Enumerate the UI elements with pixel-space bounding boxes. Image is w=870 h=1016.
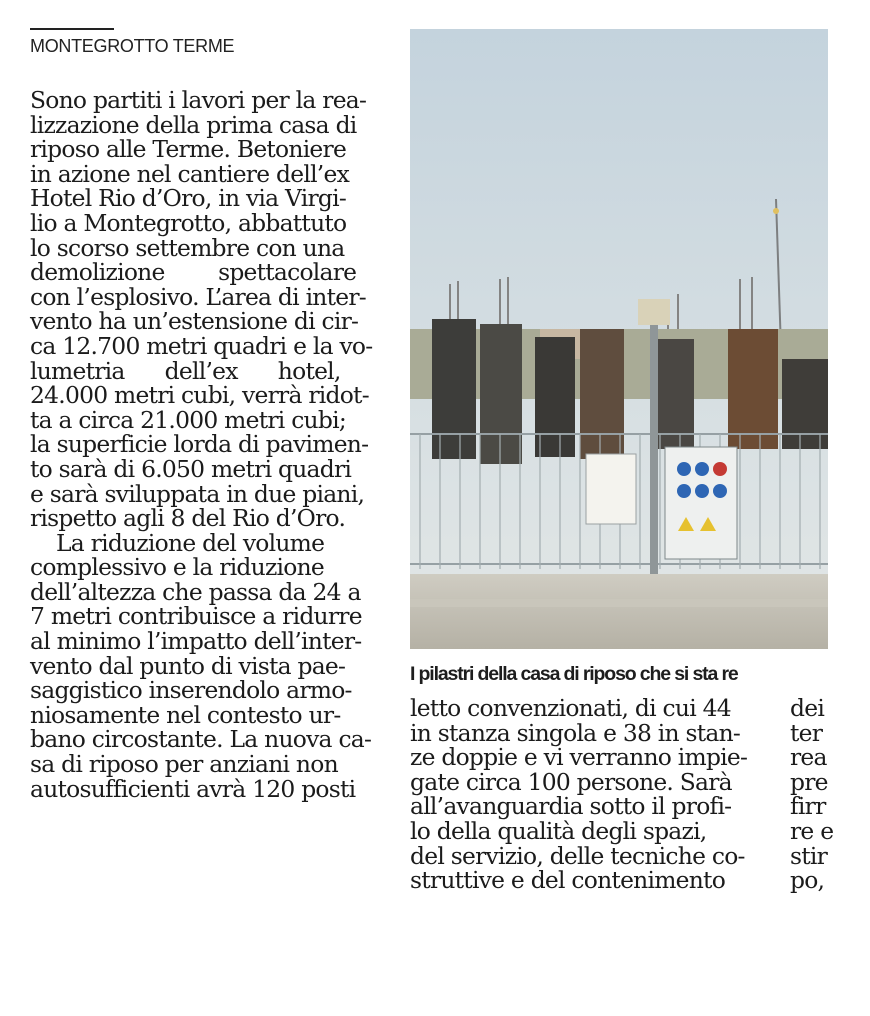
text-line: ze doppie e vi verranno impie-	[410, 743, 748, 772]
text-line: pre	[790, 767, 828, 796]
text-line: all’avanguardia sotto il profi-	[410, 792, 732, 821]
text-line: vento ha un’estensione di cir-	[30, 307, 359, 336]
text-line: riposo alle Terme. Betoniere	[30, 135, 347, 164]
text-line: con l’esplosivo. L’area di inter-	[30, 282, 366, 311]
text-line: la superficie lorda di pavimen-	[30, 430, 369, 459]
text-line: bano circostante. La nuova ca-	[30, 725, 372, 754]
text-line: in stanza singola e 38 in stan-	[410, 718, 741, 747]
text-line: lio a Montegrotto, abbattuto	[30, 208, 347, 237]
text-line: lo della qualità degli spazi,	[410, 816, 707, 845]
text-line: lizzazione della prima casa di	[30, 110, 357, 139]
text-line: ter	[790, 718, 823, 747]
text-line: dei	[790, 694, 825, 722]
text-line: saggistico inserendolo armo-	[30, 676, 352, 705]
text-line: lo scorso settembre con una	[30, 233, 345, 262]
text-line: rispetto agli 8 del Rio d’Oro.	[30, 504, 346, 533]
text-line: rea	[790, 743, 827, 772]
text-line: lumetria dell’ex hotel,	[30, 356, 341, 385]
text-line: in azione nel cantiere dell’ex	[30, 159, 350, 188]
kicker-rule	[30, 28, 114, 30]
text-line: po,	[790, 866, 825, 895]
text-line: 7 metri contribuisce a ridurre	[30, 602, 362, 631]
photo-caption: I pilastri della casa di riposo che si sta re	[410, 663, 738, 685]
text-line: La riduzione del volume	[56, 528, 325, 557]
text-line: to sarà di 6.050 metri quadri	[30, 454, 352, 483]
article-column-2	[410, 696, 764, 893]
text-line: del servizio, delle tecniche co-	[410, 841, 745, 870]
text-line: complessivo e la riduzione	[30, 553, 325, 582]
text-line: al minimo l’impatto dell’inter-	[30, 627, 362, 656]
text-line: dell’altezza che passa da 24 a	[30, 577, 361, 606]
text-line: gate circa 100 persone. Sarà	[410, 767, 732, 796]
text-line: struttive e del contenimento	[410, 866, 726, 895]
photo-illustration	[410, 29, 828, 649]
text-line: autosufficienti avrà 120 posti	[30, 774, 356, 803]
construction-site-photo	[410, 29, 828, 649]
text-line: e sarà sviluppata in due piani,	[30, 479, 365, 508]
text-line: sa di riposo per anziani non	[30, 750, 338, 779]
article-column-3	[790, 696, 870, 893]
text-line: ta a circa 21.000 metri cubi;	[30, 405, 346, 434]
text-line: firr	[790, 792, 826, 821]
article-column-1	[30, 88, 382, 801]
text-line: ca 12.700 metri quadri e la vo-	[30, 331, 373, 360]
text-line: Hotel Rio d’Oro, in via Virgi-	[30, 184, 347, 213]
text-line: demolizione spettacolare	[30, 258, 357, 287]
text-line: niosamente nel contesto ur-	[30, 700, 341, 729]
text-line: re e	[790, 816, 834, 845]
text-line: Sono partiti i lavori per la rea-	[30, 86, 367, 114]
text-line: letto convenzionati, di cui 44	[410, 694, 731, 722]
text-line: vento dal punto di vista pae-	[30, 651, 346, 680]
article-kicker: MONTEGROTTO TERME	[30, 36, 235, 56]
text-line: stir	[790, 841, 828, 870]
text-line: 24.000 metri cubi, verrà ridot-	[30, 381, 369, 410]
